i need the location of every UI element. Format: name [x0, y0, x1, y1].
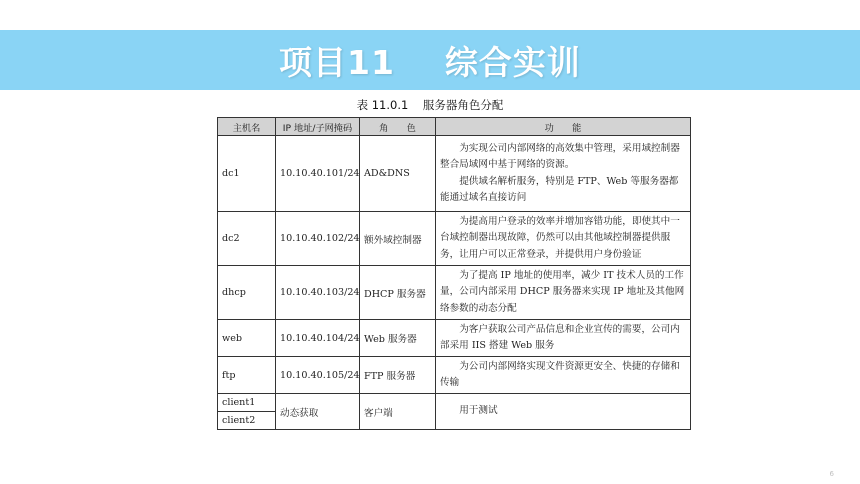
cell-role: FTP 服务器 [360, 357, 436, 394]
table-row [218, 320, 691, 357]
header-ip: IP 地址/子网掩码 [276, 118, 360, 136]
cell-ip: 10.10.40.105/24 [276, 357, 360, 394]
function-paragraph: 用于测试 [459, 405, 498, 417]
cell-role: DHCP 服务器 [360, 266, 436, 320]
header-role: 角 色 [360, 118, 436, 136]
table-caption: 表 11.0.1 服务器角色分配 [356, 98, 504, 112]
function-paragraph: 为了提高 IP 地址的使用率，减少 IT 技术人员的工作量，公司内部采用 DHCP 服务器来实现 IP 地址及其他网络参数的动态分配 [440, 269, 685, 314]
function-paragraph: 为实现公司内部网络的高效集中管理，采用域控制器整合局域网中基于网络的资源。 [440, 142, 680, 170]
cell-function [436, 212, 691, 266]
cell-hostname: dhcp [218, 266, 276, 320]
cell-function [436, 357, 691, 394]
cell-hostname: dc1 [218, 136, 276, 212]
header-hostname: 主机名 [218, 118, 276, 136]
cell-hostname: web [218, 320, 276, 357]
cell-ip: 10.10.40.103/24 [276, 266, 360, 320]
title-banner [0, 30, 860, 90]
cell-hostname: dc2 [218, 212, 276, 266]
cell-hostname-client1: client1 [218, 394, 276, 412]
table-header-row [218, 118, 691, 136]
cell-function [436, 266, 691, 320]
table-row [218, 357, 691, 394]
cell-function [436, 136, 691, 212]
table-row [218, 136, 691, 212]
function-paragraph: 提供域名解析服务，特别是 FTP、Web 等服务器都能通过域名直接访问 [440, 175, 679, 203]
cell-hostname: ftp [218, 357, 276, 394]
cell-role: 客户端 [360, 394, 436, 430]
cell-ip: 10.10.40.104/24 [276, 320, 360, 357]
cell-function [436, 394, 691, 430]
cell-hostname-client2: client2 [218, 412, 276, 430]
table-row [218, 266, 691, 320]
slide-number: 6 [829, 470, 834, 478]
table-row [218, 212, 691, 266]
cell-role: AD&DNS [360, 136, 436, 212]
header-function: 功 能 [436, 118, 691, 136]
slide-title: 项目11 综合实训 [279, 42, 581, 82]
table-row [218, 394, 691, 412]
cell-role: Web 服务器 [360, 320, 436, 357]
function-paragraph: 为客户获取公司产品信息和企业宣传的需要，公司内部采用 IIS 搭建 Web 服务 [440, 323, 680, 351]
cell-ip: 10.10.40.102/24 [276, 212, 360, 266]
cell-function [436, 320, 691, 357]
cell-role: 额外域控制器 [360, 212, 436, 266]
function-paragraph: 为提高用户登录的效率并增加容错功能，即使其中一台域控制器出现故障，仍然可以由其他域控制器提供服务，让用户可以正常登录，并提供用户身份验证 [440, 215, 680, 260]
server-role-table [217, 117, 691, 430]
function-paragraph: 为公司内部网络实现文件资源更安全、快捷的存储和传输 [440, 360, 680, 388]
cell-ip: 10.10.40.101/24 [276, 136, 360, 212]
cell-ip: 动态获取 [276, 394, 360, 430]
